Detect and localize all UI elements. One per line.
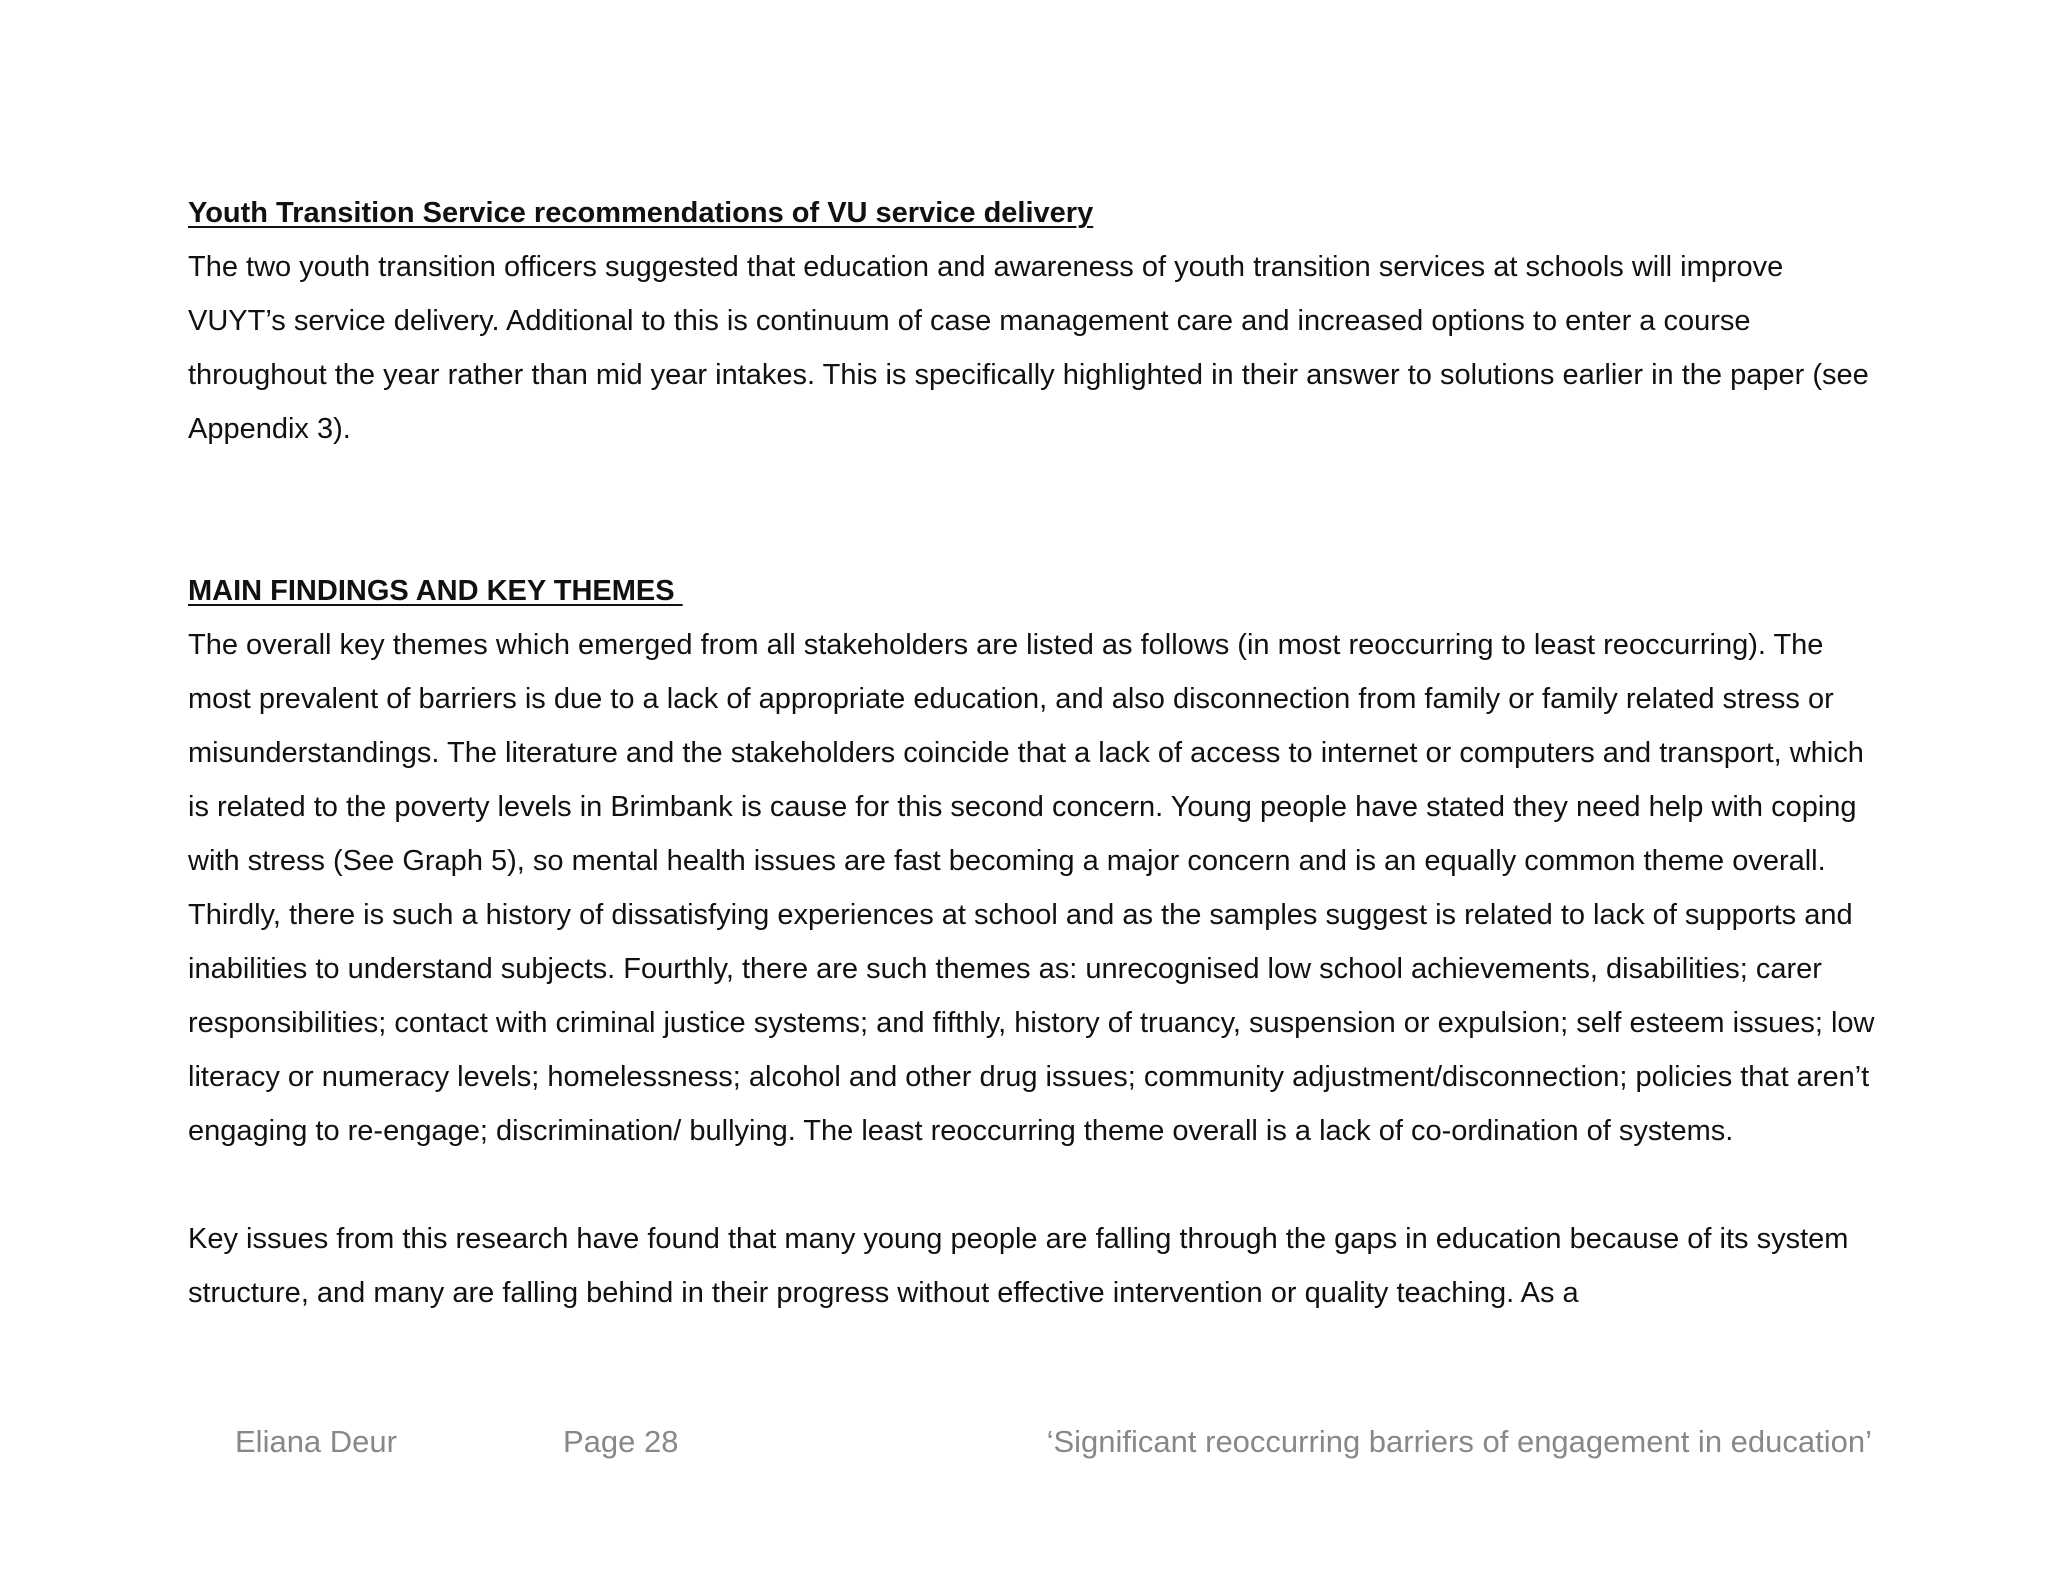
page-footer — [0, 1424, 2048, 1464]
footer-page-number: Page 28 — [563, 1424, 679, 1459]
section-heading-main-findings: MAIN FINDINGS AND KEY THEMES — [188, 575, 683, 607]
page-body — [188, 186, 1888, 1320]
section-spacer — [188, 456, 1888, 564]
section-heading-youth-transition: Youth Transition Service recommendations of VU service delivery — [188, 197, 1094, 229]
footer-author: Eliana Deur — [235, 1424, 397, 1459]
paragraph-youth-transition: The two youth transition officers suggested that education and awareness of youth transition services at schools will improve VUYT’s service delivery. Additional to this is continuum of case management care and increased options to enter a course throughout the year rather than mid year intakes. This is specifically highlighted in their answer to solutions earlier in the paper (see Appendix 3). — [188, 251, 1869, 445]
paragraph-spacer — [188, 1158, 1888, 1212]
paragraph-key-themes: The overall key themes which emerged from all stakeholders are listed as follows (in most reoccurring to least reoccurring). The most prevalent of barriers is due to a lack of appropriate education, and also disconnection from family or family related stress or misunderstandings. The literature and the stakeholders coincide that a lack of access to internet or computers and transport, which is related to the poverty levels in Brimbank is cause for this second concern. Young people have stated they need help with coping with stress (See Graph 5), so mental health issues are fast becoming a major concern and is an equally common theme overall. Thirdly, there is such a history of dissatisfying experiences at school and as the samples suggest is related to lack of supports and inabilities to understand subjects. Fourthly, there are such themes as: unrecognised low school achievements, disabilities; carer responsibilities; contact with criminal justice systems; and fifthly, history of truancy, suspension or expulsion; self esteem issues; low literacy or numeracy levels; homelessness; alcohol and other drug issues; community adjustment/disconnection; policies that aren’t engaging to re-engage; discrimination/ bullying. The least reoccurring theme overall is a lack of co-ordination of systems. — [188, 629, 1875, 1147]
footer-document-title: ‘Significant reoccurring barriers of engagement in education’ — [1046, 1424, 1872, 1459]
paragraph-key-issues: Key issues from this research have found that many young people are falling through the gaps in education because of its system structure, and many are falling behind in their progress without effective intervention or quality teaching. As a — [188, 1223, 1849, 1309]
